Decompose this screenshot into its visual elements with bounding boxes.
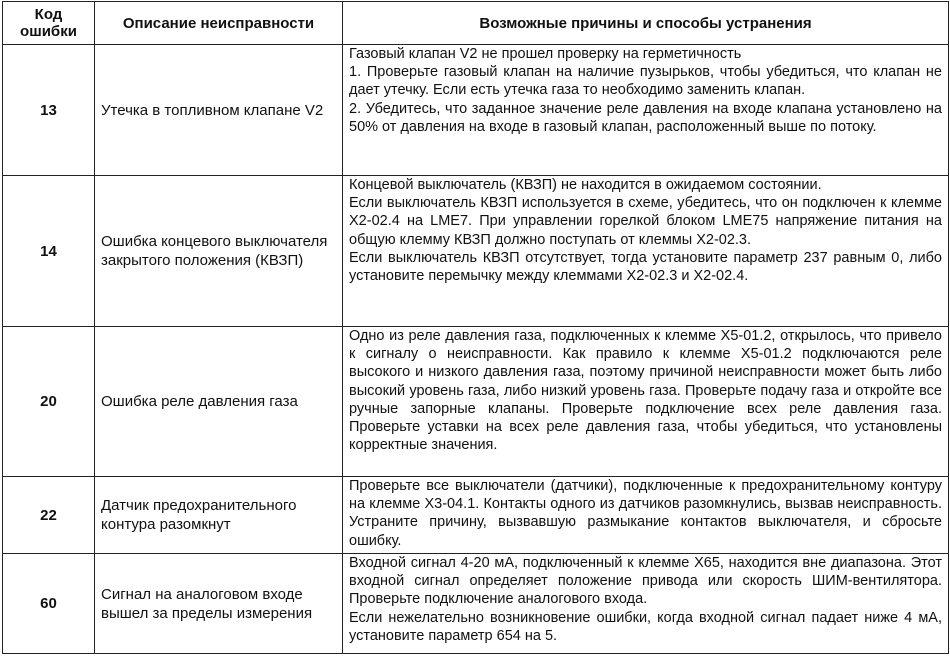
table-row xyxy=(3,477,949,554)
header-fix: Возможные причины и способы устранения xyxy=(343,2,949,45)
fix-line: Входной сигнал 4-20 мА, подключенный к клемме X65, находится вне диапазона. Этот входной сигнал определяет положение привода или скорость ШИМ-вентилятора. Проверьте подключение аналогового входа. xyxy=(349,555,942,608)
error-code: 22 xyxy=(3,477,95,554)
fix-line: Газовый клапан V2 не прошел проверку на герметичность xyxy=(349,46,742,62)
error-code: 60 xyxy=(3,554,95,654)
error-code: 14 xyxy=(3,176,95,327)
fix-line: Проверьте все выключатели (датчики), подключенные к предохранительному контуру на клемме X3-04.1. Контакты одного из датчиков разомкнулись, вызвав неисправность. Устраните причину, вызвавшую размыкание контактов выключателя, и сбросьте ошибку. xyxy=(349,478,942,549)
header-description: Описание неисправности xyxy=(95,2,343,45)
fix-line: 1. Проверьте газовый клапан на наличие пузырьков, чтобы убедиться, что клапан не дает утечку. Если есть утечка газа то необходимо заменить клапан. xyxy=(349,64,942,99)
table-row xyxy=(3,327,949,477)
error-description: Датчик предохранительного контура разомкнут xyxy=(95,477,343,554)
table-row xyxy=(3,176,949,327)
error-fix xyxy=(343,327,949,477)
fix-line: Если выключатель КВЗП используется в схеме, убедитесь, что он подключен к клемме X2-02.4 на LME7. При управлении горелкой блоком LME75 напряжение питания на общую клемму КВЗП должно поступать от клеммы X2-02.3. xyxy=(349,195,942,248)
fix-line: 2. Убедитесь, что заданное значение реле давления на входе клапана установлено на 50% от давления на входе в газовый клапан, расположенный выше по потоку. xyxy=(349,100,942,135)
error-fix xyxy=(343,176,949,327)
error-description: Ошибка реле давления газа xyxy=(95,327,343,477)
error-fix xyxy=(343,554,949,654)
header-code: Код ошибки xyxy=(3,2,95,45)
error-fix xyxy=(343,477,949,554)
error-description: Ошибка концевого выключателя закрытого положения (КВЗП) xyxy=(95,176,343,327)
table-row xyxy=(3,45,949,176)
error-description: Сигнал на аналоговом входе вышел за пределы измерения xyxy=(95,554,343,654)
fix-line: Одно из реле давления газа, подключенных к клемме X5-01.2, открылось, что привело к сигналу о неисправности. Как правило к клемме X5-01.2 подключаются реле высокого и низкого давления газа, поэтому причиной неисправности может быть либо высокий уровень газа, либо низкий уровень газа. Проверьте подачу газа и откройте все ручные запорные клапаны. Проверьте подключение всех реле давления газа. Проверьте уставки на всех реле давления газа, чтобы убедиться, что установлены корректные значения. xyxy=(349,328,942,454)
fault-codes-table xyxy=(2,1,949,654)
table-header-row xyxy=(3,2,949,45)
error-code: 20 xyxy=(3,327,95,477)
fix-line: Если выключатель КВЗП отсутствует, тогда установите параметр 237 равным 0, либо установите перемычку между клеммами X2-02.3 и X2-02.4. xyxy=(349,249,942,285)
table-row xyxy=(3,554,949,654)
fix-line: Концевой выключатель (КВЗП) не находится в ожидаемом состоянии. xyxy=(349,177,822,193)
error-description: Утечка в топливном клапане V2 xyxy=(95,45,343,176)
error-code: 13 xyxy=(3,45,95,176)
fix-line: Если нежелательно возникновение ошибки, когда входной сигнал падает ниже 4 мА, установите параметр 654 на 5. xyxy=(349,609,942,644)
error-fix xyxy=(343,45,949,176)
